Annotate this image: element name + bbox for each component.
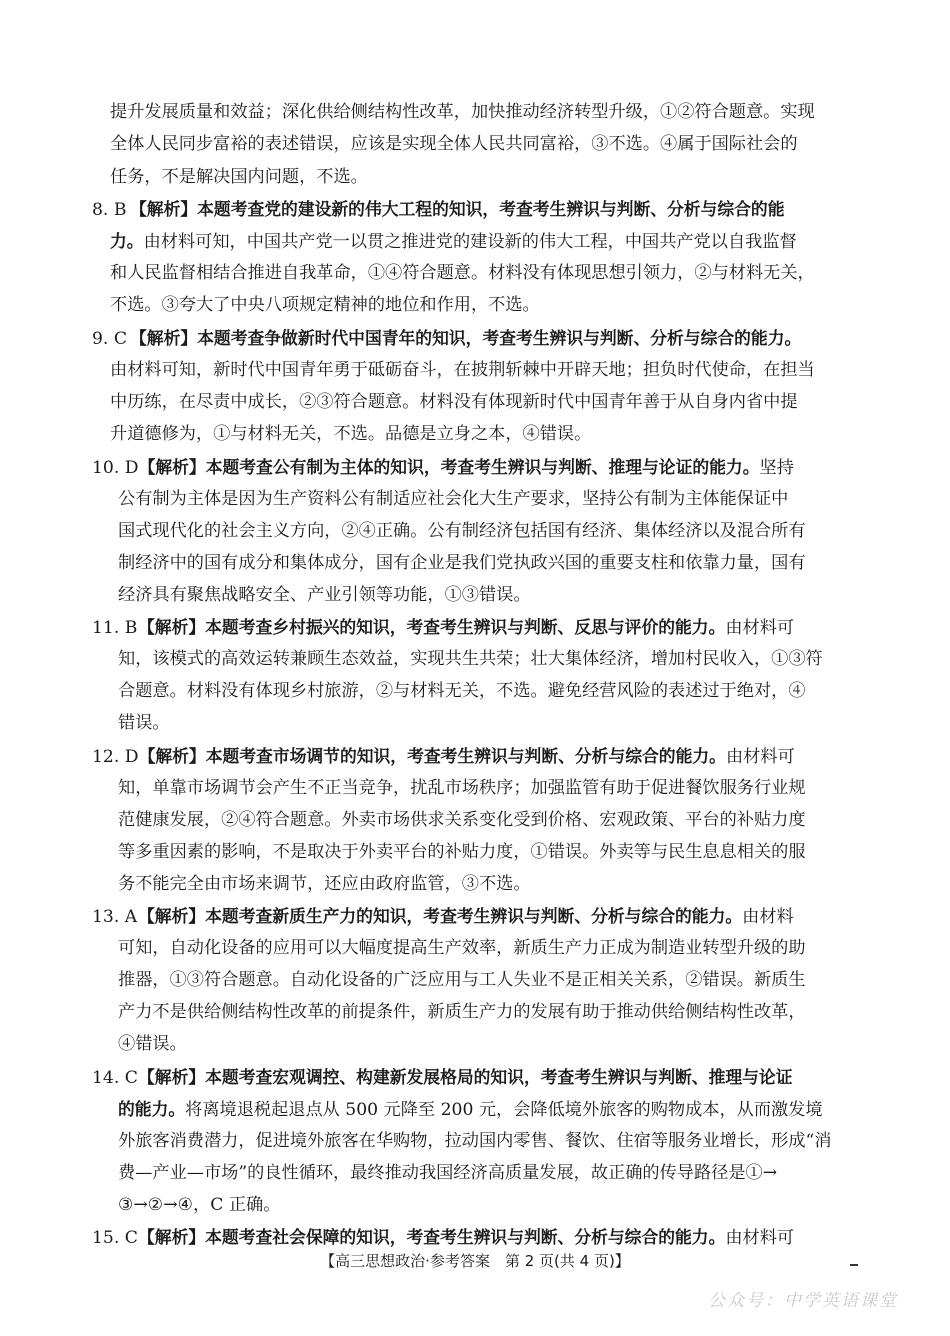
item-8-head bbox=[0, 193, 950, 225]
item-14-head bbox=[0, 1061, 950, 1093]
item-14-line-3: 费—产业—市场”的良性循环，最终推动我国经济高质量发展，故正确的传导路径是①→ bbox=[118, 1163, 778, 1183]
item-11-number: 11. B bbox=[92, 618, 138, 638]
item-14-analysis-cont: 的能力。 bbox=[118, 1099, 186, 1119]
intro-line-3: 任务，不是解决国内问题，不选。 bbox=[110, 167, 368, 187]
item-13-analysis: 【解析】本题考查新质生产力的知识，考查考生辨识与判断、分析与综合的能力。 bbox=[138, 906, 743, 926]
item-12-number: 12. D bbox=[92, 747, 139, 767]
item-11-line-1: 知，该模式的高效运转兼顾生态效益，实现共生共荣；壮大集体经济，增加村民收入，①③符 bbox=[118, 649, 823, 669]
item-14-line-4: ③→②→④，C 正确。 bbox=[118, 1195, 281, 1215]
item-14-line-2: 外旅客消费潜力，促进境外旅客在华购物，拉动国内零售、餐饮、住宿等服务业增长，形成“消 bbox=[118, 1131, 832, 1151]
item-10-line-3: 制经济中的国有成分和集体成分，国有企业是我们党执政兴国的重要支柱和依靠力量，国有 bbox=[118, 553, 806, 573]
item-8-analysis-cont: 力。 bbox=[110, 231, 144, 251]
item-10-line-2: 国式现代化的社会主义方向，②④正确。公有制经济包括国有经济、集体经济以及混合所有 bbox=[118, 521, 806, 541]
item-9-line-1: 由材料可知，新时代中国青年勇于砥砺奋斗，在披荆斩棘中开辟天地；担负时代使命，在担当 bbox=[110, 360, 815, 380]
item-13-line-2: 推器，①③符合题意。自动化设备的广泛应用与工人失业不是正相关关系，②错误。新质生 bbox=[118, 970, 806, 990]
item-8-analysis: 【解析】本题考查党的建设新的伟大工程的知识，考查考生辨识与判断、分析与综合的能 bbox=[130, 199, 785, 219]
item-14-number: 14. C bbox=[92, 1068, 138, 1088]
item-15-head: 15. C【解析】本题考查社会保障的知识，考查考生辨识与判断、分析与综合的能力。由材料可 bbox=[0, 1221, 950, 1253]
item-8-line-3: 不选。③夸大了中央八项规定精神的地位和作用，不选。 bbox=[110, 295, 540, 315]
item-8-line-1: 力。由材料可知，中国共产党一以贯之推进党的建设新的伟大工程，中国共产党以自我监督 bbox=[110, 231, 797, 252]
item-12-analysis: 【解析】本题考查市场调节的知识，考查考生辨识与判断、分析与综合的能力。 bbox=[138, 746, 726, 766]
item-10-head: 10. D【解析】本题考查公有制为主体的知识，考查考生辨识与判断、推理与论证的能力。坚持 bbox=[0, 451, 950, 483]
item-13-line-3: 产力不是供给侧结构性改革的前提条件，新质生产力的发展有助于推动供给侧结构性改革， bbox=[118, 1002, 806, 1022]
item-12-line-2: 范健康发展，②④符合题意。外卖市场供求关系变化受到价格、宏观政策、平台的补贴力度 bbox=[118, 810, 806, 830]
watermark: 公众号：中学英语课堂 bbox=[708, 1291, 898, 1311]
item-10-analysis: 【解析】本题考查公有制为主体的知识，考查考生辨识与判断、推理与论证的能力。 bbox=[138, 457, 760, 477]
item-9-line-2: 中历练，在尽责中成长，②③符合题意。材料没有体现新时代中国青年善于从自身内省中提 bbox=[110, 392, 798, 412]
item-12-line-4: 务不能完全由市场来调节，还应由政府监管，③不选。 bbox=[118, 874, 531, 894]
item-9-number: 9. C bbox=[92, 329, 128, 349]
item-11-analysis: 【解析】本题考查乡村振兴的知识，考查考生辨识与判断、反思与评价的能力。 bbox=[138, 617, 726, 637]
intro-line-2: 全体人民同步富裕的表述错误，应该是实现全体人民共同富裕，③不选。④属于国际社会的 bbox=[110, 134, 798, 154]
item-11-head: 11. B【解析】本题考查乡村振兴的知识，考查考生辨识与判断、反思与评价的能力。由材料可 bbox=[0, 611, 950, 643]
item-8-line-2: 和人民监督相结合推进自我革命，①④符合题意。材料没有体现思想引领力，②与材料无关， bbox=[110, 263, 815, 283]
item-15-analysis: 【解析】本题考查社会保障的知识，考查考生辨识与判断、分析与综合的能力。 bbox=[138, 1227, 726, 1247]
item-14-analysis: 【解析】本题考查宏观调控、构建新发展格局的知识，考查考生辨识与判断、推理与论证 bbox=[138, 1067, 793, 1087]
footer-dash bbox=[850, 1264, 858, 1266]
item-12-head: 12. D【解析】本题考查市场调节的知识，考查考生辨识与判断、分析与综合的能力。由材料可 bbox=[0, 740, 950, 772]
item-13-head: 13. A【解析】本题考查新质生产力的知识，考查考生辨识与判断、分析与综合的能力。由材料 bbox=[0, 900, 950, 932]
item-11-line-3: 错误。 bbox=[118, 713, 170, 733]
item-9-line-3: 升道德修为，①与材料无关，不选。品德是立身之本，④错误。 bbox=[110, 424, 592, 444]
item-10-line-4: 经济具有聚焦战略安全、产业引领等功能，①③错误。 bbox=[118, 585, 531, 605]
item-10-number: 10. D bbox=[92, 458, 139, 478]
item-15-number: 15. C bbox=[92, 1228, 138, 1248]
item-13-line-1: 可知，自动化设备的应用可以大幅度提高生产效率，新质生产力正成为制造业转型升级的助 bbox=[118, 938, 806, 958]
item-12-line-1: 知，单靠市场调节会产生不正当竞争，扰乱市场秩序；加强监管有助于促进餐饮服务行业规 bbox=[118, 778, 806, 798]
page-footer: 【高三思想政治·参考答案 第 2 页(共 4 页)】 bbox=[320, 1252, 630, 1270]
item-9-analysis: 【解析】本题考查争做新时代中国青年的知识，考查考生辨识与判断、分析与综合的能力。 bbox=[130, 328, 802, 348]
intro-line-1: 提升发展质量和效益；深化供给侧结构性改革，加快推动经济转型升级，①②符合题意。实现 bbox=[110, 102, 815, 122]
item-11-line-2: 合题意。材料没有体现乡村旅游，②与材料无关，不选。避免经营风险的表述过于绝对，④ bbox=[118, 681, 806, 701]
item-8-number: 8. B bbox=[92, 200, 127, 220]
item-10-line-1: 公有制为主体是因为生产资料公有制适应社会化大生产要求，坚持公有制为主体能保证中 bbox=[118, 489, 789, 509]
item-9-head bbox=[0, 322, 950, 354]
item-13-line-4: ④错误。 bbox=[118, 1034, 187, 1054]
item-13-number: 13. A bbox=[92, 907, 138, 927]
item-14-line-1: 的能力。将离境退税起退点从 500 元降至 200 元，会降低境外旅客的购物成本，从而激发境 bbox=[118, 1099, 823, 1120]
item-12-line-3: 等多重因素的影响，不是取决于外卖平台的补贴力度，①错误。外卖等与民生息息相关的服 bbox=[118, 842, 806, 862]
